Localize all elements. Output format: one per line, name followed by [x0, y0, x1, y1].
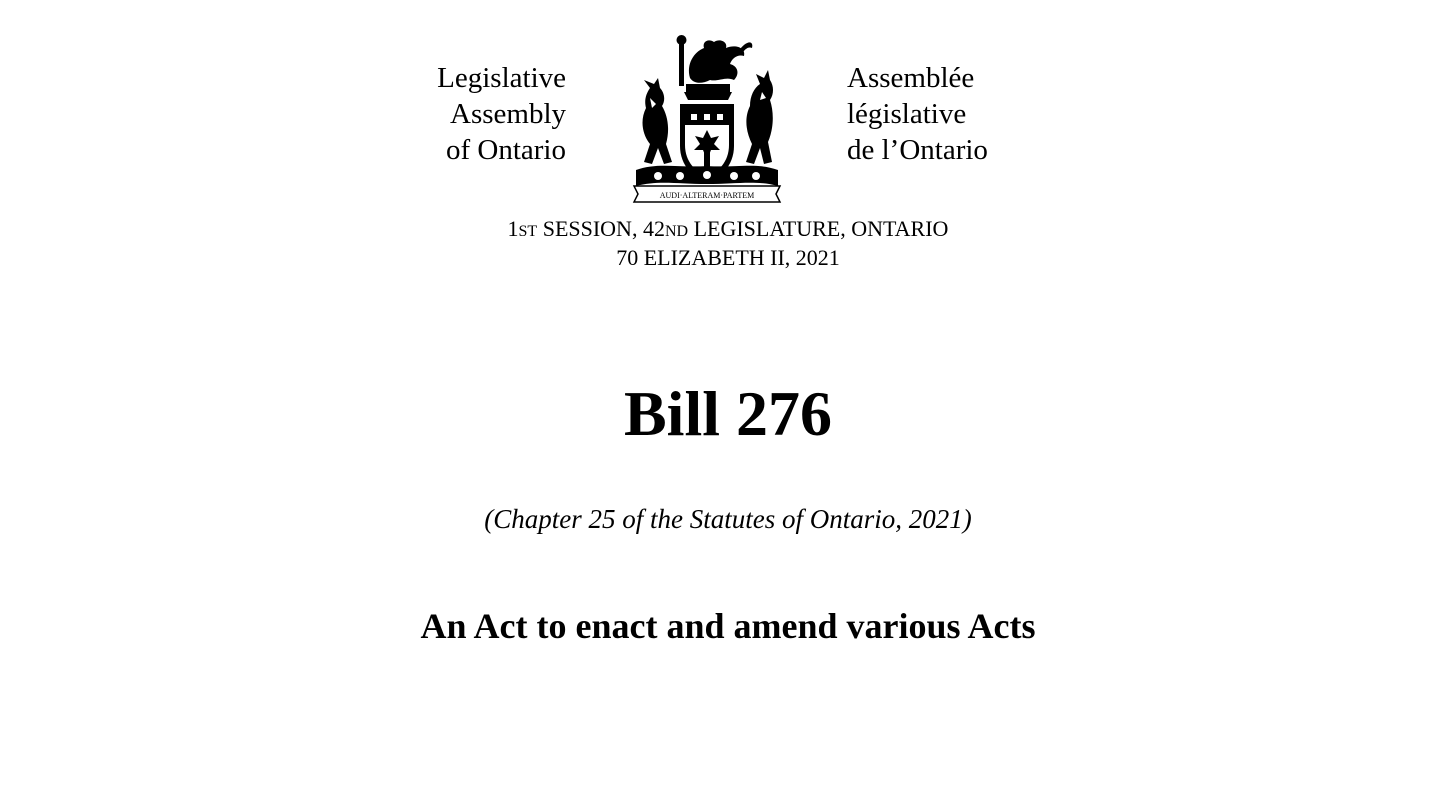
assembly-french-line-3: de l’Ontario — [847, 134, 988, 166]
act-title: An Act to enact and amend various Acts — [420, 606, 1036, 646]
session-ordinal-suffix: ST — [518, 223, 538, 240]
legislature-ordinal-suffix: ND — [664, 223, 689, 240]
bill-title: Bill 276 — [623, 378, 833, 449]
chapter-citation: (Chapter 25 of the Statutes of Ontario, 2021) — [484, 504, 972, 534]
assembly-english-line-3: of Ontario — [446, 134, 566, 166]
session-text: SESSION, 42 — [537, 216, 665, 241]
legislature-text: LEGISLATURE, ONTARIO — [688, 216, 949, 241]
assembly-english-line-2: Assembly — [450, 98, 566, 130]
regnal-year-line: 70 ELIZABETH II, 2021 — [616, 245, 840, 270]
assembly-french-line-2: législative — [847, 98, 967, 130]
assembly-name-french — [847, 60, 1067, 168]
crest-motto: AUDI·ALTERAM·PARTEM — [659, 191, 755, 200]
assembly-name-english — [380, 60, 566, 168]
session-line — [0, 216, 1456, 245]
session-info — [0, 216, 1456, 271]
assembly-english-line-1: Legislative — [437, 62, 566, 94]
coat-of-arms-icon — [628, 34, 786, 208]
assembly-french-line-1: Assemblée — [847, 62, 975, 94]
session-ordinal-number: 1 — [507, 216, 519, 241]
